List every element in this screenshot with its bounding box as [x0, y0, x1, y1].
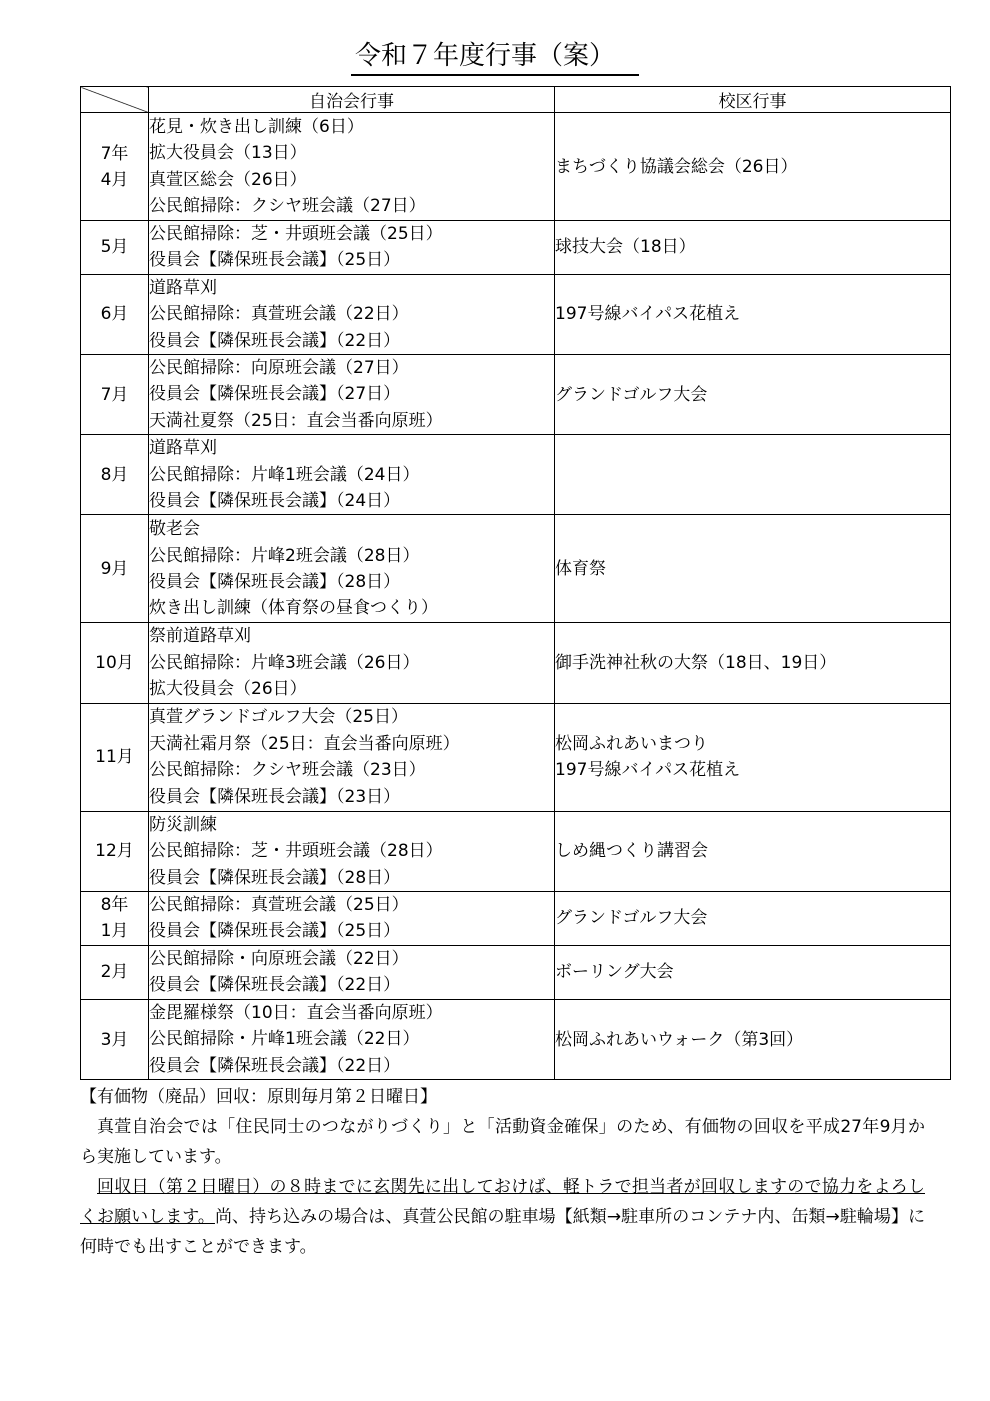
jichikai-events-cell: [149, 355, 555, 435]
jichikai-event: 役員会【隣保班長会議】（23日）: [149, 786, 401, 807]
jichikai-event: 拡大役員会（26日）: [149, 679, 307, 700]
kouku-events-cell: [555, 515, 951, 623]
jichikai-event: 真萱区総会（26日）: [149, 169, 307, 190]
schedule-row: [81, 999, 951, 1079]
kouku-event: 御手洗神社秋の大祭（18日、19日）: [555, 653, 837, 674]
jichikai-event: 役員会【隣保班長会議】（25日）: [149, 921, 401, 942]
jichikai-event: 公民館掃除：真萱班会議（25日）: [149, 895, 409, 915]
kouku-event: まちづくり協議会総会（26日）: [555, 156, 798, 177]
kouku-event: 松岡ふれあいウォーク（第3回）: [555, 1029, 804, 1050]
jichikai-event: 役員会【隣保班長会議】（22日）: [149, 975, 401, 996]
jichikai-event: 敬老会: [149, 519, 200, 540]
jichikai-event: 天満社霜月祭（25日：直会当番向原班）: [149, 733, 460, 754]
jichikai-event: 公民館掃除：片峰3班会議（26日）: [149, 652, 420, 673]
kouku-events-cell: [555, 274, 951, 354]
schedule-row: [81, 515, 951, 623]
jichikai-event: 役員会【隣保班長会議】（28日）: [149, 571, 401, 592]
jichikai-event: 公民館掃除・向原班会議（22日）: [149, 949, 409, 969]
month-cell: [81, 891, 149, 945]
jichikai-event: 役員会【隣保班長会議】（22日）: [149, 330, 401, 351]
corner-cell: [81, 87, 149, 113]
jichikai-event: 祭前道路草刈: [149, 626, 251, 647]
page-title: 令和７年度行事（案）: [0, 38, 990, 76]
month-label: 8月: [100, 464, 129, 485]
jichikai-event: 花見・炊き出し訓練（6日）: [149, 116, 364, 137]
schedule-row: [81, 435, 951, 515]
jichikai-events-cell: [149, 274, 555, 354]
jichikai-events-cell: [149, 623, 555, 703]
jichikai-event: 役員会【隣保班長会議】（27日）: [149, 384, 401, 405]
jichikai-events-cell: [149, 891, 555, 945]
jichikai-event: 役員会【隣保班長会議】（25日）: [149, 250, 401, 271]
jichikai-event: 公民館掃除：片峰1班会議（24日）: [149, 464, 420, 485]
recycling-notes: [80, 1082, 925, 1262]
kouku-event: 球技大会（18日）: [555, 237, 696, 258]
schedule-row: [81, 703, 951, 811]
jichikai-event: 役員会【隣保班長会議】（22日）: [149, 1055, 401, 1076]
month-label: 6月: [100, 304, 129, 325]
jichikai-events-cell: [149, 999, 555, 1079]
kouku-event: 体育祭: [555, 558, 606, 579]
month-cell: [81, 435, 149, 515]
jichikai-event: 公民館掃除：向原班会議（27日）: [149, 358, 409, 379]
month-cell: [81, 515, 149, 623]
jichikai-event: 公民館掃除：片峰2班会議（28日）: [149, 545, 420, 566]
kouku-event: グランドゴルフ大会: [555, 908, 708, 929]
jichikai-event: 金毘羅様祭（10日：直会当番向原班）: [149, 1002, 443, 1023]
schedule-row: [81, 623, 951, 703]
jichikai-events-cell: [149, 515, 555, 623]
kouku-event: しめ縄つくり講習会: [555, 841, 708, 862]
jichikai-event: 炊き出し訓練（体育祭の昼食つくり）: [149, 598, 438, 619]
month-cell: [81, 623, 149, 703]
jichikai-events-cell: [149, 703, 555, 811]
jichikai-event: 道路草刈: [149, 438, 217, 459]
jichikai-event: 役員会【隣保班長会議】（24日）: [149, 491, 401, 512]
month-label: 5月: [100, 237, 129, 258]
schedule-row: [81, 274, 951, 354]
schedule-table: [80, 86, 951, 1080]
kouku-events-cell: [555, 435, 951, 515]
header-jichikai: 自治会行事: [149, 87, 555, 113]
month-cell: [81, 355, 149, 435]
kouku-event: 197号線バイパス花植え: [555, 760, 741, 781]
jichikai-event: 真萱グランドゴルフ大会（25日）: [149, 707, 408, 728]
notes-underlined-text: 回収日（第２日曜日）の８時までに玄関先に出しておけば、軽トラで担当者が回収しますので協力をよろしくお願いします。: [80, 1177, 925, 1227]
jichikai-event: 公民館掃除：芝・井頭班会議（28日）: [149, 841, 443, 862]
kouku-events-cell: [555, 891, 951, 945]
month-label: 2月: [100, 962, 129, 983]
month-label: 1月: [100, 921, 129, 942]
kouku-events-cell: [555, 113, 951, 221]
month-label: 4月: [100, 169, 129, 190]
month-label: 7月: [100, 384, 129, 405]
notes-paragraph-2: [80, 1172, 925, 1262]
kouku-event: ボーリング大会: [555, 962, 674, 983]
jichikai-events-cell: [149, 945, 555, 999]
month-label: 10月: [95, 653, 134, 674]
kouku-event: グランドゴルフ大会: [555, 384, 708, 405]
schedule-row: [81, 891, 951, 945]
notes-heading: 【有価物（廃品）回収：原則毎月第２日曜日】: [80, 1087, 437, 1107]
kouku-events-cell: [555, 221, 951, 275]
header-kouku: 校区行事: [555, 87, 951, 113]
jichikai-event: 公民館掃除：芝・井頭班会議（25日）: [149, 224, 443, 244]
kouku-event: 197号線バイパス花植え: [555, 304, 741, 325]
month-label: 9月: [100, 558, 129, 579]
kouku-event: 松岡ふれあいまつり: [555, 734, 708, 755]
schedule-row: [81, 113, 951, 221]
month-label: 7年: [100, 143, 129, 164]
month-label: 12月: [95, 841, 134, 862]
jichikai-event: 公民館掃除：真萱班会議（22日）: [149, 304, 409, 325]
schedule-body: [81, 113, 951, 1080]
month-label: 3月: [100, 1029, 129, 1050]
jichikai-event: 公民館掃除・片峰1班会議（22日）: [149, 1029, 420, 1050]
month-cell: [81, 945, 149, 999]
jichikai-events-cell: [149, 221, 555, 275]
month-label: 11月: [95, 747, 134, 768]
jichikai-event: 公民館掃除：クシヤ班会議（23日）: [149, 760, 426, 781]
kouku-events-cell: [555, 811, 951, 891]
schedule-row: [81, 221, 951, 275]
jichikai-events-cell: [149, 435, 555, 515]
kouku-events-cell: [555, 703, 951, 811]
schedule-row: [81, 811, 951, 891]
jichikai-events-cell: [149, 811, 555, 891]
schedule-row: [81, 355, 951, 435]
kouku-events-cell: [555, 623, 951, 703]
jichikai-event: 防災訓練: [149, 814, 217, 835]
notes-rest-text: 尚、持ち込みの場合は、真萱公民館の駐車場【紙類→駐車所のコンテナ内、缶類→駐輪場】に何時でも出すことができます。: [80, 1207, 925, 1257]
month-label: 8年: [100, 895, 129, 916]
notes-paragraph-1: 真萱自治会では「住民同士のつながりづくり」と「活動資金確保」のため、有価物の回収を平成27年9月から実施しています。: [80, 1117, 925, 1167]
jichikai-event: 天満社夏祭（25日：直会当番向原班）: [149, 410, 443, 431]
month-cell: [81, 113, 149, 221]
kouku-events-cell: [555, 999, 951, 1079]
month-cell: [81, 221, 149, 275]
header-row: [81, 87, 951, 113]
month-cell: [81, 999, 149, 1079]
jichikai-event: 拡大役員会（13日）: [149, 143, 307, 164]
kouku-events-cell: [555, 355, 951, 435]
jichikai-events-cell: [149, 113, 555, 221]
month-cell: [81, 274, 149, 354]
kouku-events-cell: [555, 945, 951, 999]
jichikai-event: 役員会【隣保班長会議】（28日）: [149, 867, 401, 888]
month-cell: [81, 811, 149, 891]
month-cell: [81, 703, 149, 811]
jichikai-event: 公民館掃除：クシヤ班会議（27日）: [149, 195, 426, 216]
schedule-row: [81, 945, 951, 999]
jichikai-event: 道路草刈: [149, 277, 217, 298]
